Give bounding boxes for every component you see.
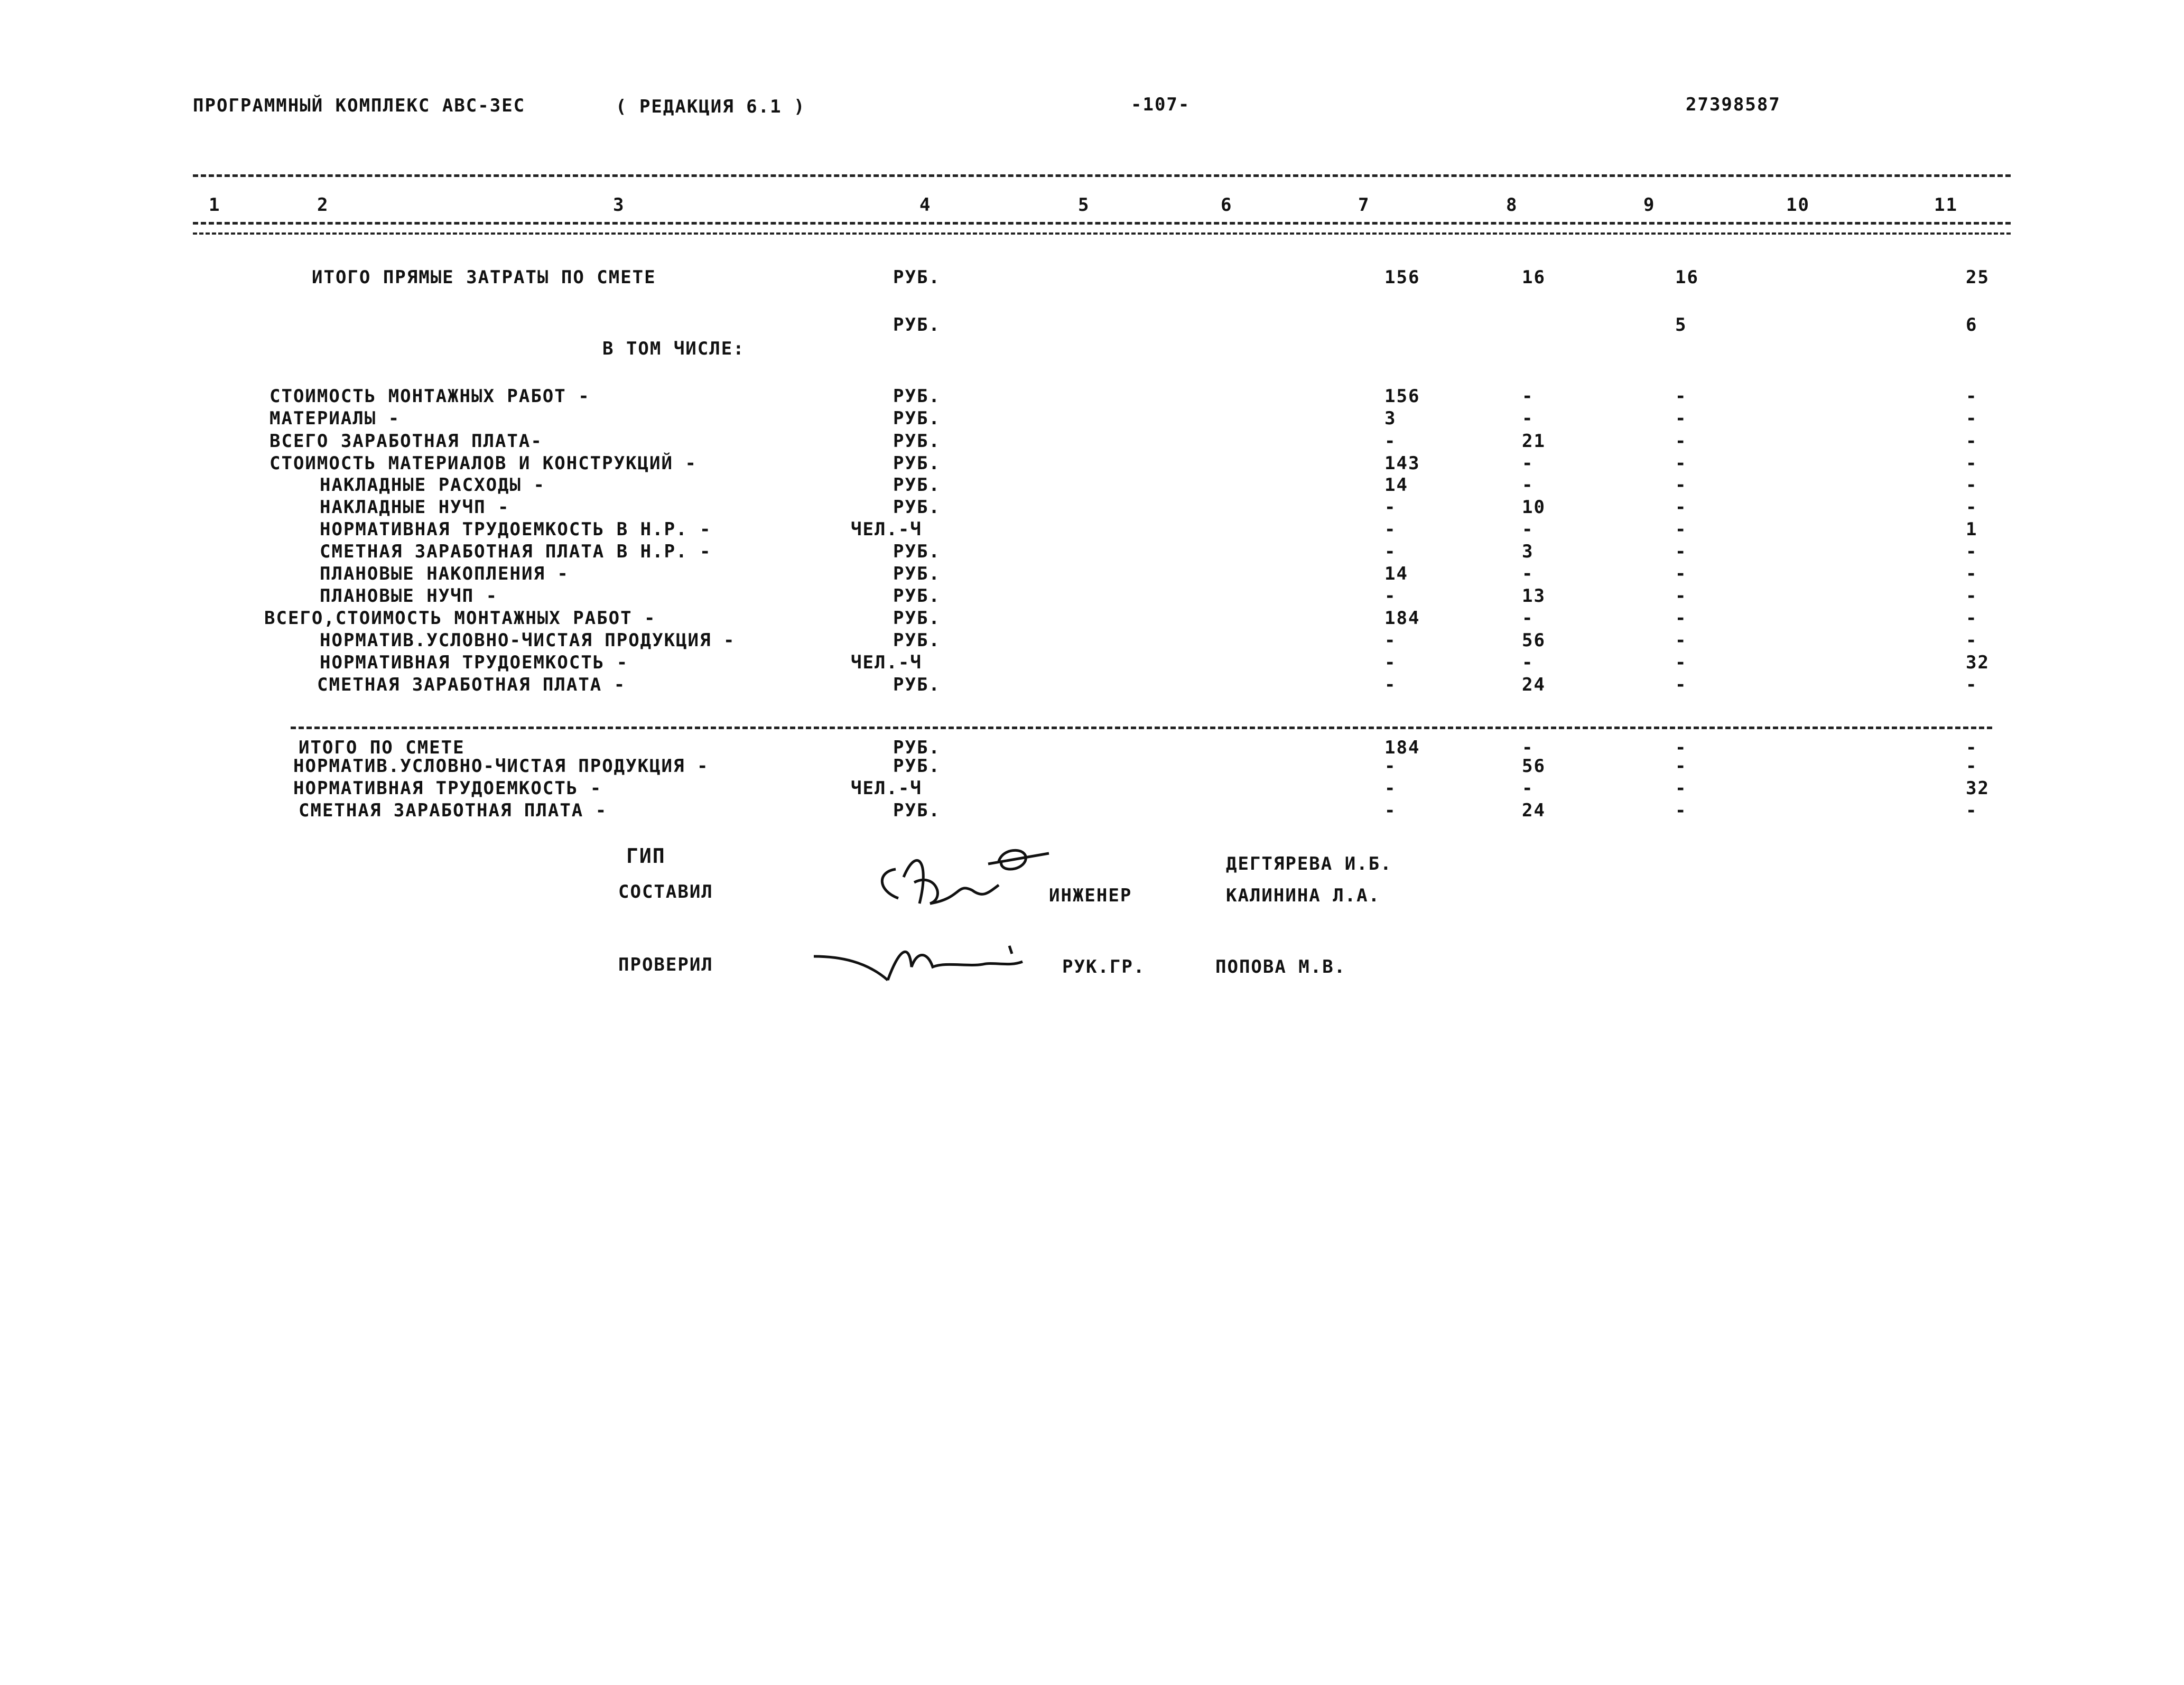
cell-col-11: - <box>1966 563 1978 584</box>
cell-col-9: - <box>1675 800 1687 821</box>
row-unit: ЧЕЛ.-Ч <box>851 652 922 673</box>
cell-col-9: - <box>1675 386 1687 407</box>
cell-col-9: - <box>1675 541 1687 562</box>
header-rule-top <box>193 174 2011 177</box>
cell-col-9: - <box>1675 453 1687 474</box>
cell-col-11: - <box>1966 756 1978 777</box>
gip-label: ГИП <box>626 844 666 868</box>
row-label: МАТЕРИАЛЫ - <box>269 408 401 429</box>
row-label: СМЕТНАЯ ЗАРАБОТНАЯ ПЛАТА - <box>317 674 626 695</box>
cell-col-9: - <box>1675 674 1687 695</box>
engineer-title: ИНЖЕНЕР <box>1049 885 1132 906</box>
engineer-name: КАЛИНИНА Л.А. <box>1226 885 1381 906</box>
row-label: НАКЛАДНЫЕ РАСХОДЫ - <box>320 474 545 496</box>
cell-col-7: 156 <box>1384 386 1420 407</box>
cell-col-7: - <box>1384 800 1397 821</box>
cell-col-11: 1 <box>1966 519 1978 540</box>
row-label: НОРМАТИВ.УСЛОВНО-ЧИСТАЯ ПРОДУКЦИЯ - <box>293 756 709 777</box>
cell-col-9: - <box>1675 563 1687 584</box>
cell-col-7: - <box>1384 652 1397 673</box>
cell-col-7: 14 <box>1384 563 1408 584</box>
row-unit: РУБ. <box>893 314 941 336</box>
row-unit: РУБ. <box>893 674 941 695</box>
row-unit: РУБ. <box>893 453 941 474</box>
cell-col-8: - <box>1522 778 1534 799</box>
column-number: 11 <box>1934 194 1958 216</box>
cell-col-7: - <box>1384 778 1397 799</box>
cell-col-8: 13 <box>1522 585 1546 607</box>
column-number: 1 <box>209 194 221 216</box>
row-label: СМЕТНАЯ ЗАРАБОТНАЯ ПЛАТА В Н.Р. - <box>320 541 712 562</box>
row-label: ИТОГО ПРЯМЫЕ ЗАТРАТЫ ПО СМЕТЕ <box>312 267 656 288</box>
cell-col-8: - <box>1522 474 1534 496</box>
row-unit: РУБ. <box>893 608 941 629</box>
row-label: СМЕТНАЯ ЗАРАБОТНАЯ ПЛАТА - <box>299 800 608 821</box>
cell-col-8: 24 <box>1522 674 1546 695</box>
row-unit: РУБ. <box>893 585 941 607</box>
program-title: ПРОГРАММНЫЙ КОМПЛЕКС АВС-3ЕС <box>193 95 526 116</box>
cell-col-9: 5 <box>1675 314 1687 336</box>
cell-col-11: - <box>1966 431 1978 452</box>
row-unit: РУБ. <box>893 386 941 407</box>
composed-label: СОСТАВИЛ <box>618 881 713 902</box>
cell-col-8: - <box>1522 608 1534 629</box>
cell-col-9: - <box>1675 497 1687 518</box>
cell-col-8: - <box>1522 652 1534 673</box>
row-unit: РУБ. <box>893 756 941 777</box>
row-unit: РУБ. <box>893 431 941 452</box>
cell-col-8: - <box>1522 519 1534 540</box>
cell-col-9: - <box>1675 519 1687 540</box>
cell-col-11: - <box>1966 737 1978 758</box>
row-unit: РУБ. <box>893 541 941 562</box>
cell-col-11: - <box>1966 674 1978 695</box>
cell-col-8: 24 <box>1522 800 1546 821</box>
cell-col-7: - <box>1384 756 1397 777</box>
cell-col-7: - <box>1384 630 1397 651</box>
cell-col-7: - <box>1384 519 1397 540</box>
column-number: 4 <box>919 194 932 216</box>
cell-col-9: - <box>1675 431 1687 452</box>
row-label: ПЛАНОВЫЕ НУЧП - <box>320 585 498 607</box>
row-unit: РУБ. <box>893 408 941 429</box>
row-unit: РУБ. <box>893 474 941 496</box>
totals-separator <box>291 727 1992 729</box>
cell-col-11: - <box>1966 608 1978 629</box>
row-unit: РУБ. <box>893 800 941 821</box>
cell-col-9: - <box>1675 608 1687 629</box>
cell-col-8: 10 <box>1522 497 1546 518</box>
cell-col-11: 25 <box>1966 267 1990 288</box>
cell-col-11: - <box>1966 474 1978 496</box>
cell-col-8: - <box>1522 408 1534 429</box>
cell-col-8: - <box>1522 563 1534 584</box>
document-code: 27398587 <box>1686 94 1781 115</box>
row-label: НОРМАТИВ.УСЛОВНО-ЧИСТАЯ ПРОДУКЦИЯ - <box>320 630 736 651</box>
row-label: ПЛАНОВЫЕ НАКОПЛЕНИЯ - <box>320 563 569 584</box>
gip-name: ДЕГТЯРЕВА И.Б. <box>1226 853 1392 874</box>
cell-col-7: 184 <box>1384 608 1420 629</box>
cell-col-11: 32 <box>1966 778 1990 799</box>
cell-col-9: - <box>1675 408 1687 429</box>
row-label: НОРМАТИВНАЯ ТРУДОЕМКОСТЬ В Н.Р. - <box>320 519 712 540</box>
cell-col-7: 14 <box>1384 474 1408 496</box>
column-number: 8 <box>1506 194 1518 216</box>
row-unit: ЧЕЛ.-Ч <box>851 778 922 799</box>
cell-col-8: - <box>1522 453 1534 474</box>
cell-col-11: - <box>1966 630 1978 651</box>
cell-col-11: - <box>1966 800 1978 821</box>
row-unit: РУБ. <box>893 737 941 758</box>
cell-col-11: - <box>1966 541 1978 562</box>
column-number: 9 <box>1643 194 1656 216</box>
row-label: СТОИМОСТЬ МАТЕРИАЛОВ И КОНСТРУКЦИЙ - <box>269 453 697 474</box>
column-number: 7 <box>1358 194 1370 216</box>
row-label: НОРМАТИВНАЯ ТРУДОЕМКОСТЬ - <box>293 778 602 799</box>
row-unit: РУБ. <box>893 497 941 518</box>
cell-col-11: - <box>1966 585 1978 607</box>
cell-col-11: - <box>1966 408 1978 429</box>
cell-col-8: 16 <box>1522 267 1546 288</box>
cell-col-8: 3 <box>1522 541 1534 562</box>
header-rule-bottom-2 <box>193 232 2011 235</box>
cell-col-8: - <box>1522 386 1534 407</box>
cell-col-7: 156 <box>1384 267 1420 288</box>
column-number: 2 <box>317 194 329 216</box>
row-unit: ЧЕЛ.-Ч <box>851 519 922 540</box>
cell-col-8: 56 <box>1522 756 1546 777</box>
cell-col-9: 16 <box>1675 267 1699 288</box>
row-unit: РУБ. <box>893 630 941 651</box>
cell-col-11: 6 <box>1966 314 1978 336</box>
cell-col-7: - <box>1384 541 1397 562</box>
row-unit: РУБ. <box>893 267 941 288</box>
header-rule-bottom <box>193 222 2011 225</box>
row-label: ВСЕГО ЗАРАБОТНАЯ ПЛАТА- <box>269 431 543 452</box>
cell-col-9: - <box>1675 585 1687 607</box>
composer-signature <box>867 840 1057 925</box>
cell-col-7: 3 <box>1384 408 1397 429</box>
cell-col-9: - <box>1675 756 1687 777</box>
checker-name: ПОПОВА М.В. <box>1215 956 1346 978</box>
cell-col-11: 32 <box>1966 652 1990 673</box>
column-number: 5 <box>1078 194 1090 216</box>
checker-title: РУК.ГР. <box>1062 956 1146 978</box>
row-label: СТОИМОСТЬ МОНТАЖНЫХ РАБОТ - <box>269 386 590 407</box>
cell-col-11: - <box>1966 497 1978 518</box>
row-label: НОРМАТИВНАЯ ТРУДОЕМКОСТЬ - <box>320 652 629 673</box>
row-label: ВСЕГО,СТОИМОСТЬ МОНТАЖНЫХ РАБОТ - <box>264 608 656 629</box>
cell-col-9: - <box>1675 474 1687 496</box>
row-unit: РУБ. <box>893 563 941 584</box>
column-number: 6 <box>1221 194 1233 216</box>
column-number: 10 <box>1786 194 1810 216</box>
checker-signature <box>808 930 1030 988</box>
edition-label: ( РЕДАКЦИЯ 6.1 ) <box>616 96 806 117</box>
row-label: В ТОМ ЧИСЛЕ: <box>602 338 745 359</box>
cell-col-7: - <box>1384 674 1397 695</box>
cell-col-9: - <box>1675 778 1687 799</box>
cell-col-7: - <box>1384 497 1397 518</box>
cell-col-8: 56 <box>1522 630 1546 651</box>
cell-col-9: - <box>1675 737 1687 758</box>
cell-col-9: - <box>1675 630 1687 651</box>
column-number: 3 <box>613 194 625 216</box>
cell-col-7: - <box>1384 585 1397 607</box>
cell-col-11: - <box>1966 386 1978 407</box>
cell-col-8: 21 <box>1522 431 1546 452</box>
cell-col-11: - <box>1966 453 1978 474</box>
checked-label: ПРОВЕРИЛ <box>618 954 713 975</box>
cell-col-9: - <box>1675 652 1687 673</box>
row-label: НАКЛАДНЫЕ НУЧП - <box>320 497 510 518</box>
cell-col-7: - <box>1384 431 1397 452</box>
cell-col-8: - <box>1522 737 1534 758</box>
page-number: -107- <box>1131 94 1191 115</box>
cell-col-7: 143 <box>1384 453 1420 474</box>
cell-col-7: 184 <box>1384 737 1420 758</box>
row-label: ИТОГО ПО СМЕТЕ <box>299 737 465 758</box>
